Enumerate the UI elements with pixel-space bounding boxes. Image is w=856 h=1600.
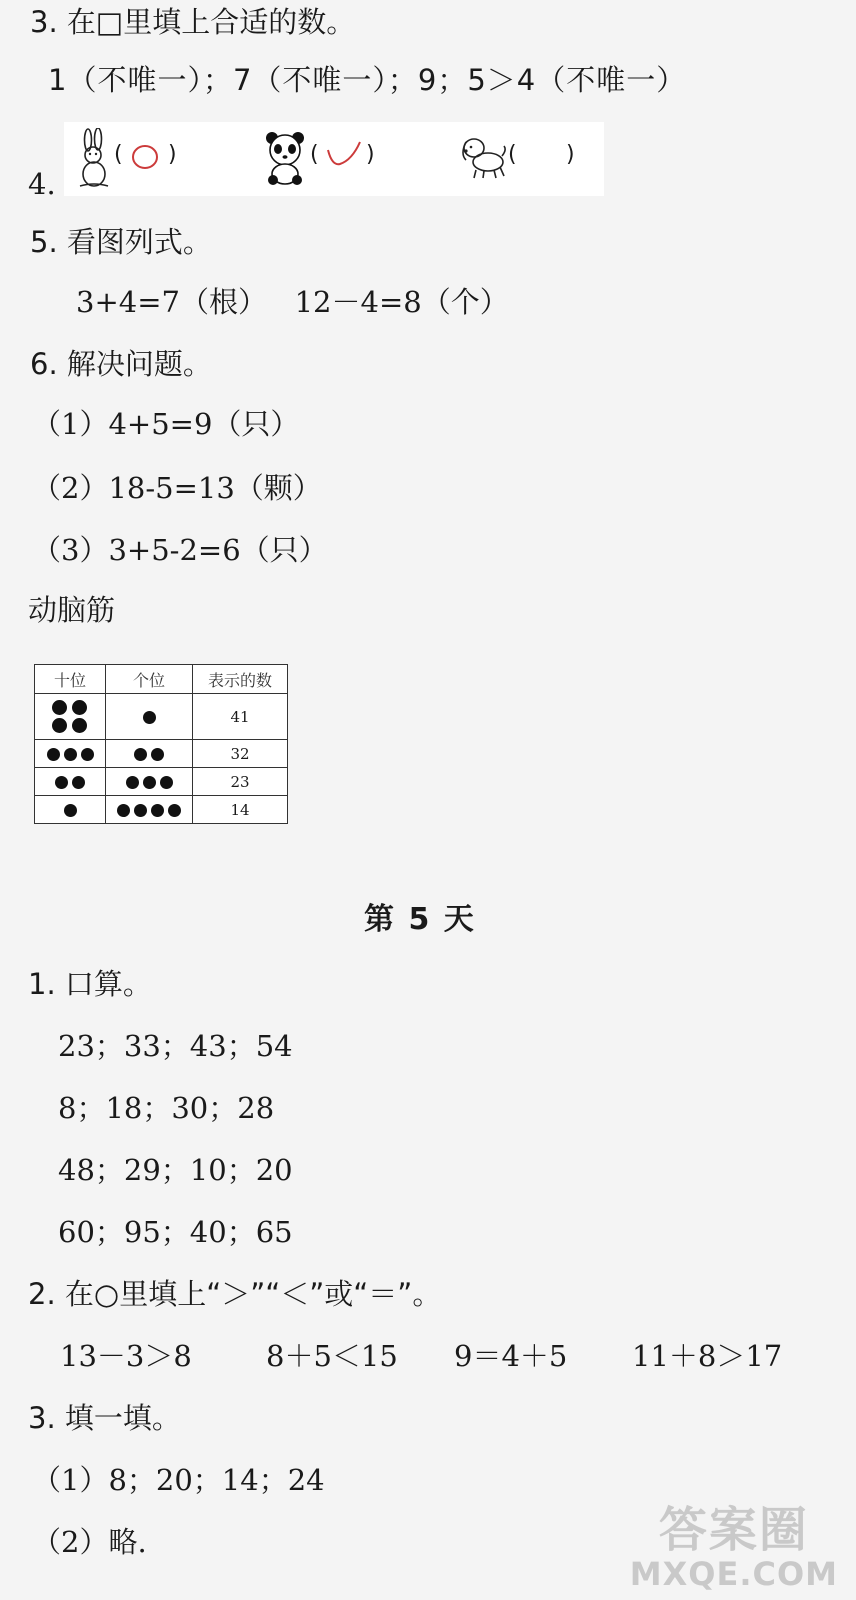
table-row (35, 796, 288, 824)
paren-open: ( (310, 142, 319, 167)
table-row (35, 768, 288, 796)
fill-in-item: （2）略. (32, 1525, 147, 1559)
question-6-item: （2）18-5=13（颗） (32, 471, 322, 505)
counter-dot (52, 718, 67, 733)
paren-close: ) (366, 142, 375, 167)
counter-dot (117, 804, 130, 817)
ones-cell (106, 796, 193, 824)
day5-question-2-title: 2. 在○里填上“＞”“＜”或“＝”。 (28, 1277, 442, 1311)
table-row (35, 740, 288, 768)
counter-dot (143, 711, 156, 724)
panda-icon (262, 128, 308, 186)
question-3-title: 3. 在□里填上合适的数。 (30, 5, 356, 39)
question-6-item: （1）4+5=9（只） (32, 407, 300, 441)
counter-dot (55, 776, 68, 789)
paren-open: ( (114, 142, 123, 167)
ones-cell (106, 768, 193, 796)
rabbit-icon (74, 128, 114, 190)
check-mark-icon (324, 136, 364, 170)
counter-dot (52, 700, 67, 715)
counter-dot (81, 748, 94, 761)
counter-dot (47, 748, 60, 761)
counter-dot (72, 700, 87, 715)
question-3-answer: 1（不唯一）；7（不唯一）；9；5＞4（不唯一） (48, 63, 687, 97)
animal-picture-strip (64, 122, 604, 196)
day5-question-1-title: 1. 口算。 (28, 967, 152, 1001)
counter-dot (134, 748, 147, 761)
counter-dot (134, 804, 147, 817)
counter-dot (143, 776, 156, 789)
value-cell: 14 (193, 796, 288, 824)
mental-math-line: 8；18；30；28 (58, 1091, 275, 1125)
value-cell: 32 (193, 740, 288, 768)
circle-mark-icon (130, 142, 160, 172)
counter-dot (72, 718, 87, 733)
fill-in-item: （1）8；20；14；24 (32, 1463, 325, 1497)
value-cell: 41 (193, 694, 288, 740)
table-header: 个位 (106, 665, 193, 694)
watermark-logo (630, 1504, 838, 1592)
counter-dot (64, 804, 77, 817)
ones-cell (106, 740, 193, 768)
ones-cell (106, 694, 193, 740)
watermark-bottom-text: MXQE.COM (629, 1555, 838, 1593)
counter-dot (72, 776, 85, 789)
comparison-item: 13－3＞8 (60, 1339, 192, 1373)
counter-dot (64, 748, 77, 761)
tens-cell (35, 796, 106, 824)
comparison-item: 8＋5＜15 (266, 1339, 398, 1373)
tens-cell (35, 694, 106, 740)
question-5-answer: 3+4=7（根） 12－4=8（个） (76, 285, 509, 319)
counter-dot (168, 804, 181, 817)
question-4-number: 4. (28, 167, 56, 201)
paren-open: ( (508, 142, 517, 167)
value-cell: 23 (193, 768, 288, 796)
mental-math-line: 23；33；43；54 (58, 1029, 293, 1063)
counter-dot (126, 776, 139, 789)
comparison-item: 9＝4＋5 (454, 1339, 568, 1373)
tens-cell (35, 740, 106, 768)
day-heading: 第 5 天 (364, 902, 476, 937)
counter-dot (151, 748, 164, 761)
question-6-item: （3）3+5-2=6（只） (32, 533, 328, 567)
mental-math-line: 60；95；40；65 (58, 1215, 293, 1249)
place-value-table (34, 664, 288, 824)
comparison-item: 11＋8＞17 (632, 1339, 783, 1373)
dog-icon (458, 132, 508, 180)
paren-close: ) (566, 142, 575, 167)
paren-close: ) (168, 142, 177, 167)
counter-dot (151, 804, 164, 817)
table-header: 表示的数 (193, 665, 288, 694)
mental-math-line: 48；29；10；20 (58, 1153, 293, 1187)
counter-dot (160, 776, 173, 789)
brain-teaser-title: 动脑筋 (28, 593, 116, 627)
tens-cell (35, 768, 106, 796)
table-row (35, 694, 288, 740)
day5-question-3-title: 3. 填一填。 (28, 1401, 181, 1435)
question-5-title: 5. 看图列式。 (30, 225, 212, 259)
table-header: 十位 (35, 665, 106, 694)
watermark-top-text: 答案圈 (658, 1502, 809, 1558)
question-6-title: 6. 解决问题。 (30, 347, 212, 381)
